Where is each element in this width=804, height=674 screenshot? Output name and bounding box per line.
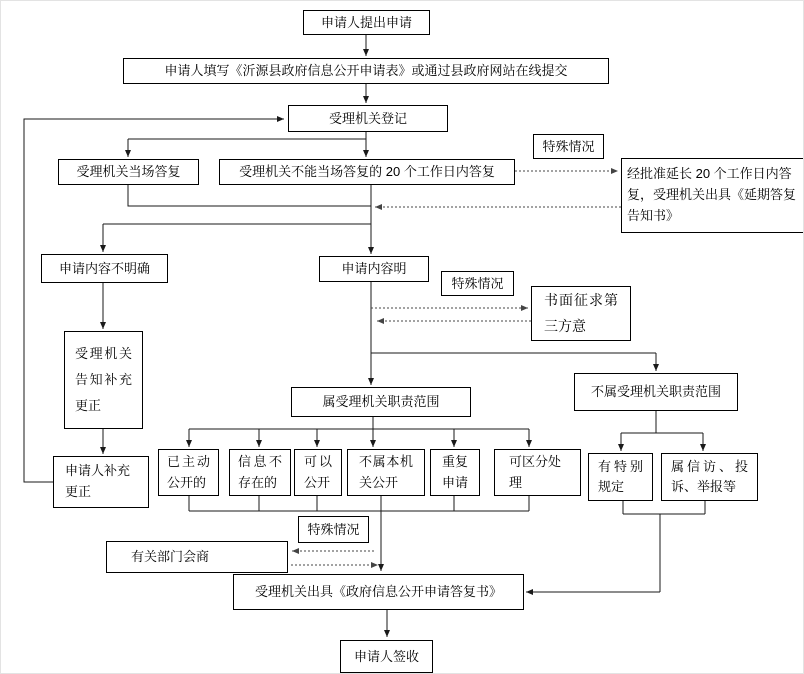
node-fill-application-form [123,58,609,84]
node-within-scope-label: 属受理机关职责范围 [322,394,440,410]
node-applicant-sign-label: 申请人签收 [353,648,419,664]
node-petition-complaint-label: 属信访、投诉、举报等 [671,458,748,494]
node-reply-within-20-days-label: 受理机关不能当场答复的 20 个工作日内答复 [239,164,495,180]
node-petition-complaint [661,453,758,501]
node-not-this-agency-label: 不属本机关公开 [359,454,413,490]
node-special-provisions [588,453,653,501]
node-extension-notice-label: 经批准延长 20 个工作日内答复，受理机关出具《延期答复告知书》 [627,166,797,223]
node-fill-application-form-label: 申请人填写《沂源县政府信息公开申请表》或通过县政府网站在线提交 [164,63,568,79]
node-onsite-reply-label: 受理机关当场答复 [76,164,181,180]
node-already-disclosed [158,449,219,496]
node-applicant-sign [340,640,433,673]
node-issue-reply-document [233,574,524,610]
node-department-consult-label: 有关部门会商 [131,549,210,565]
node-info-not-exist [229,449,291,496]
node-reply-within-20-days [219,159,515,185]
node-content-clear [319,256,429,282]
node-issue-reply-document-label: 受理机关出具《政府信息公开申请答复书》 [254,584,502,600]
node-applicant-supplement [53,456,149,508]
node-already-disclosed-label: 已主动公开的 [167,454,210,490]
node-separable-handling [494,449,581,496]
node-separable-handling-label: 可区分处理 [509,454,562,490]
node-onsite-reply [58,159,199,185]
node-third-party-opinion-label: 书面征求第三方意 [544,292,618,334]
node-outside-scope [574,373,738,411]
node-special-case-top [533,134,604,159]
node-special-case-bottom [298,516,369,543]
node-applicant-supplement-label: 申请人补充更正 [65,463,131,499]
node-register-label: 受理机关登记 [328,110,407,126]
node-can-disclose [294,449,342,496]
node-content-clear-label: 申请内容明 [341,261,407,277]
node-department-consult [106,541,288,573]
node-not-this-agency [347,449,425,496]
node-special-case-top-label: 特殊情况 [542,138,595,154]
node-applicant-submit-label: 申请人提出申请 [320,14,412,30]
node-special-provisions-label: 有特别规定 [598,458,643,494]
node-info-not-exist-label: 信息不存在的 [238,454,282,490]
node-repeated-application [430,449,480,496]
node-content-unclear-label: 申请内容不明确 [58,260,150,276]
node-applicant-submit [303,10,430,35]
node-repeated-application-label: 重复申请 [442,454,469,490]
node-notify-supplement [64,331,143,429]
node-can-disclose-label: 可以公开 [304,454,332,490]
node-content-unclear [41,254,168,283]
node-within-scope [291,387,471,417]
node-special-case-bottom-label: 特殊情况 [307,521,360,537]
node-special-case-mid [441,271,514,296]
node-notify-supplement-label: 受理机关告知补充更正 [75,346,132,413]
node-extension-notice [621,158,804,233]
node-special-case-mid-label: 特殊情况 [451,275,504,291]
node-outside-scope-label: 不属受理机关职责范围 [590,384,721,400]
node-register [288,105,448,132]
node-third-party-opinion [531,286,631,341]
